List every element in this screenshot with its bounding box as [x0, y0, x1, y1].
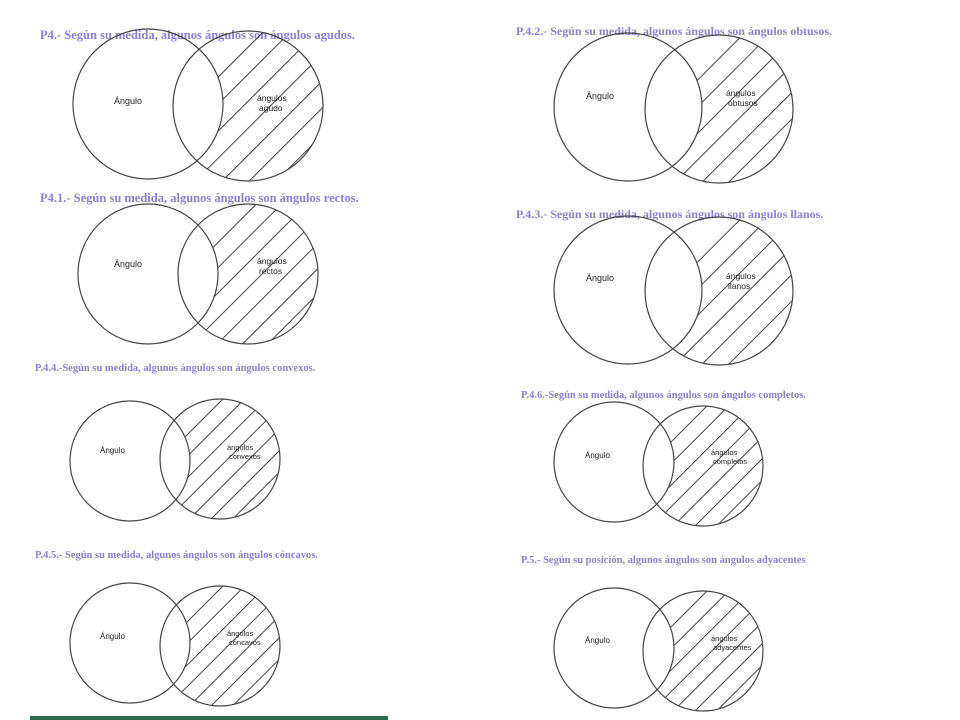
label-angulo: Ángulo — [586, 273, 615, 283]
hatch-line — [754, 585, 886, 717]
label-angulo: Ángulo — [100, 446, 125, 455]
label-subset-line1: ángulos — [257, 93, 287, 103]
label-subset-line1: ángulos — [726, 271, 756, 281]
diagram-title: P.4.2.- Según su medida, algunos ángulos son ángulos obtusos. — [516, 24, 833, 38]
diagram-title: P.5.- Según su posición, algunos ángulos son ángulos adyacentes — [521, 555, 806, 566]
label-subset-line2: rectos — [259, 266, 283, 276]
label-subset-line2: convexos — [229, 452, 261, 461]
label-angulo: Ángulo — [586, 91, 615, 101]
hatch-line — [689, 585, 821, 717]
label-subset-line1: ángulos — [711, 448, 738, 457]
hatch-line — [732, 585, 864, 717]
label-subset-line2: completos — [713, 457, 748, 466]
label-subset-line2: agudo — [259, 103, 283, 113]
label-subset-line2: cóncavos — [229, 638, 261, 647]
diagram-title: P4.1.- Según su medida, algunos ángulos son ángulos rectos. — [40, 191, 359, 205]
label-subset-line1: ángulos — [227, 629, 254, 638]
diagram-title: P.4.5.- Según su medida, algunos ángulos son ángulos cóncavos. — [35, 550, 318, 561]
label-angulo: Ángulo — [585, 636, 610, 645]
label-subset-line2: llanos — [728, 281, 751, 291]
label-subset-line1: ángulos — [257, 256, 287, 266]
label-subset-line1: ángulos — [726, 88, 756, 98]
label-angulo: Ángulo — [585, 451, 610, 460]
label-subset-line1: ángulos — [227, 443, 254, 452]
label-angulo: Ángulo — [114, 96, 143, 106]
label-angulo: Ángulo — [114, 259, 143, 269]
hatch-mask — [554, 588, 674, 708]
diagram-title: P4.- Según su medida, algunos ángulos son ángulos agudos. — [40, 28, 356, 42]
bottom-divider — [30, 716, 388, 720]
label-subset-line2: obtusos — [728, 98, 758, 108]
label-subset-line1: ángulos — [711, 634, 738, 643]
label-subset-line2: adyacentes — [713, 643, 752, 652]
label-angulo: Ángulo — [100, 632, 125, 641]
diagram-title: P.4.4.-Según su medida, algunos ángulos son ángulos convexos. — [35, 363, 316, 374]
diagram-title: P.4.6.-Según su medida, algunos ángulos son ángulos completos. — [521, 390, 806, 401]
diagram-title: P.4.3.- Según su medida, algunos ángulos son ángulos llanos. — [516, 207, 824, 221]
